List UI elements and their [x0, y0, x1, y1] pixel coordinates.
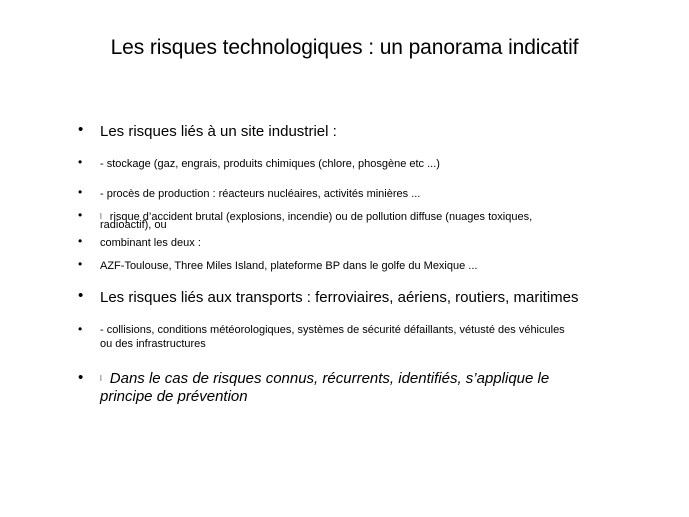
- bullet-icon: •: [78, 234, 83, 248]
- bullet-icon: •: [78, 208, 83, 222]
- list-item: - stockage (gaz, engrais, produits chimiques (chlore, phosgène etc ...): [100, 158, 440, 170]
- list-marker: l: [100, 374, 102, 384]
- bullet-icon: •: [78, 369, 84, 386]
- list-item: [100, 370, 640, 406]
- slide-title: Les risques technologiques : un panorama indicatif: [110, 36, 579, 59]
- bullet-icon: •: [78, 257, 83, 271]
- bullet-icon: •: [78, 322, 83, 336]
- list-item: [100, 210, 640, 224]
- bullet-icon: •: [78, 185, 83, 199]
- list-item: AZF-Toulouse, Three Miles Island, plateforme BP dans le golfe du Mexique ...: [100, 260, 478, 272]
- list-item-line: ou des infrastructures: [100, 338, 206, 350]
- bullet-icon: •: [78, 287, 84, 304]
- list-item: Les risques liés à un site industriel :: [100, 123, 337, 140]
- list-item-text: Dans le cas de risques connus, récurrents, identifiés, s’applique le: [109, 370, 550, 387]
- list-item-line: [100, 370, 640, 388]
- list-item-continuation: radioactif), ou: [100, 219, 167, 231]
- list-item: combinant les deux :: [100, 237, 201, 249]
- list-item-line: - collisions, conditions météorologiques, systèmes de sécurité défaillants, vétusté des véhicules: [100, 324, 565, 336]
- bullet-icon: •: [78, 121, 84, 138]
- list-item: [100, 323, 640, 351]
- list-marker: l: [100, 212, 102, 222]
- list-item: Les risques liés aux transports : ferroviaires, aériens, routiers, maritimes: [100, 289, 579, 306]
- list-item-text: risque d’accident brutal (explosions, incendie) ou de pollution diffuse (nuages toxiques,: [109, 211, 533, 223]
- list-item-line: principe de prévention: [100, 388, 248, 406]
- list-item: - procès de production : réacteurs nucléaires, activités minières ...: [100, 188, 421, 200]
- bullet-icon: •: [78, 155, 83, 169]
